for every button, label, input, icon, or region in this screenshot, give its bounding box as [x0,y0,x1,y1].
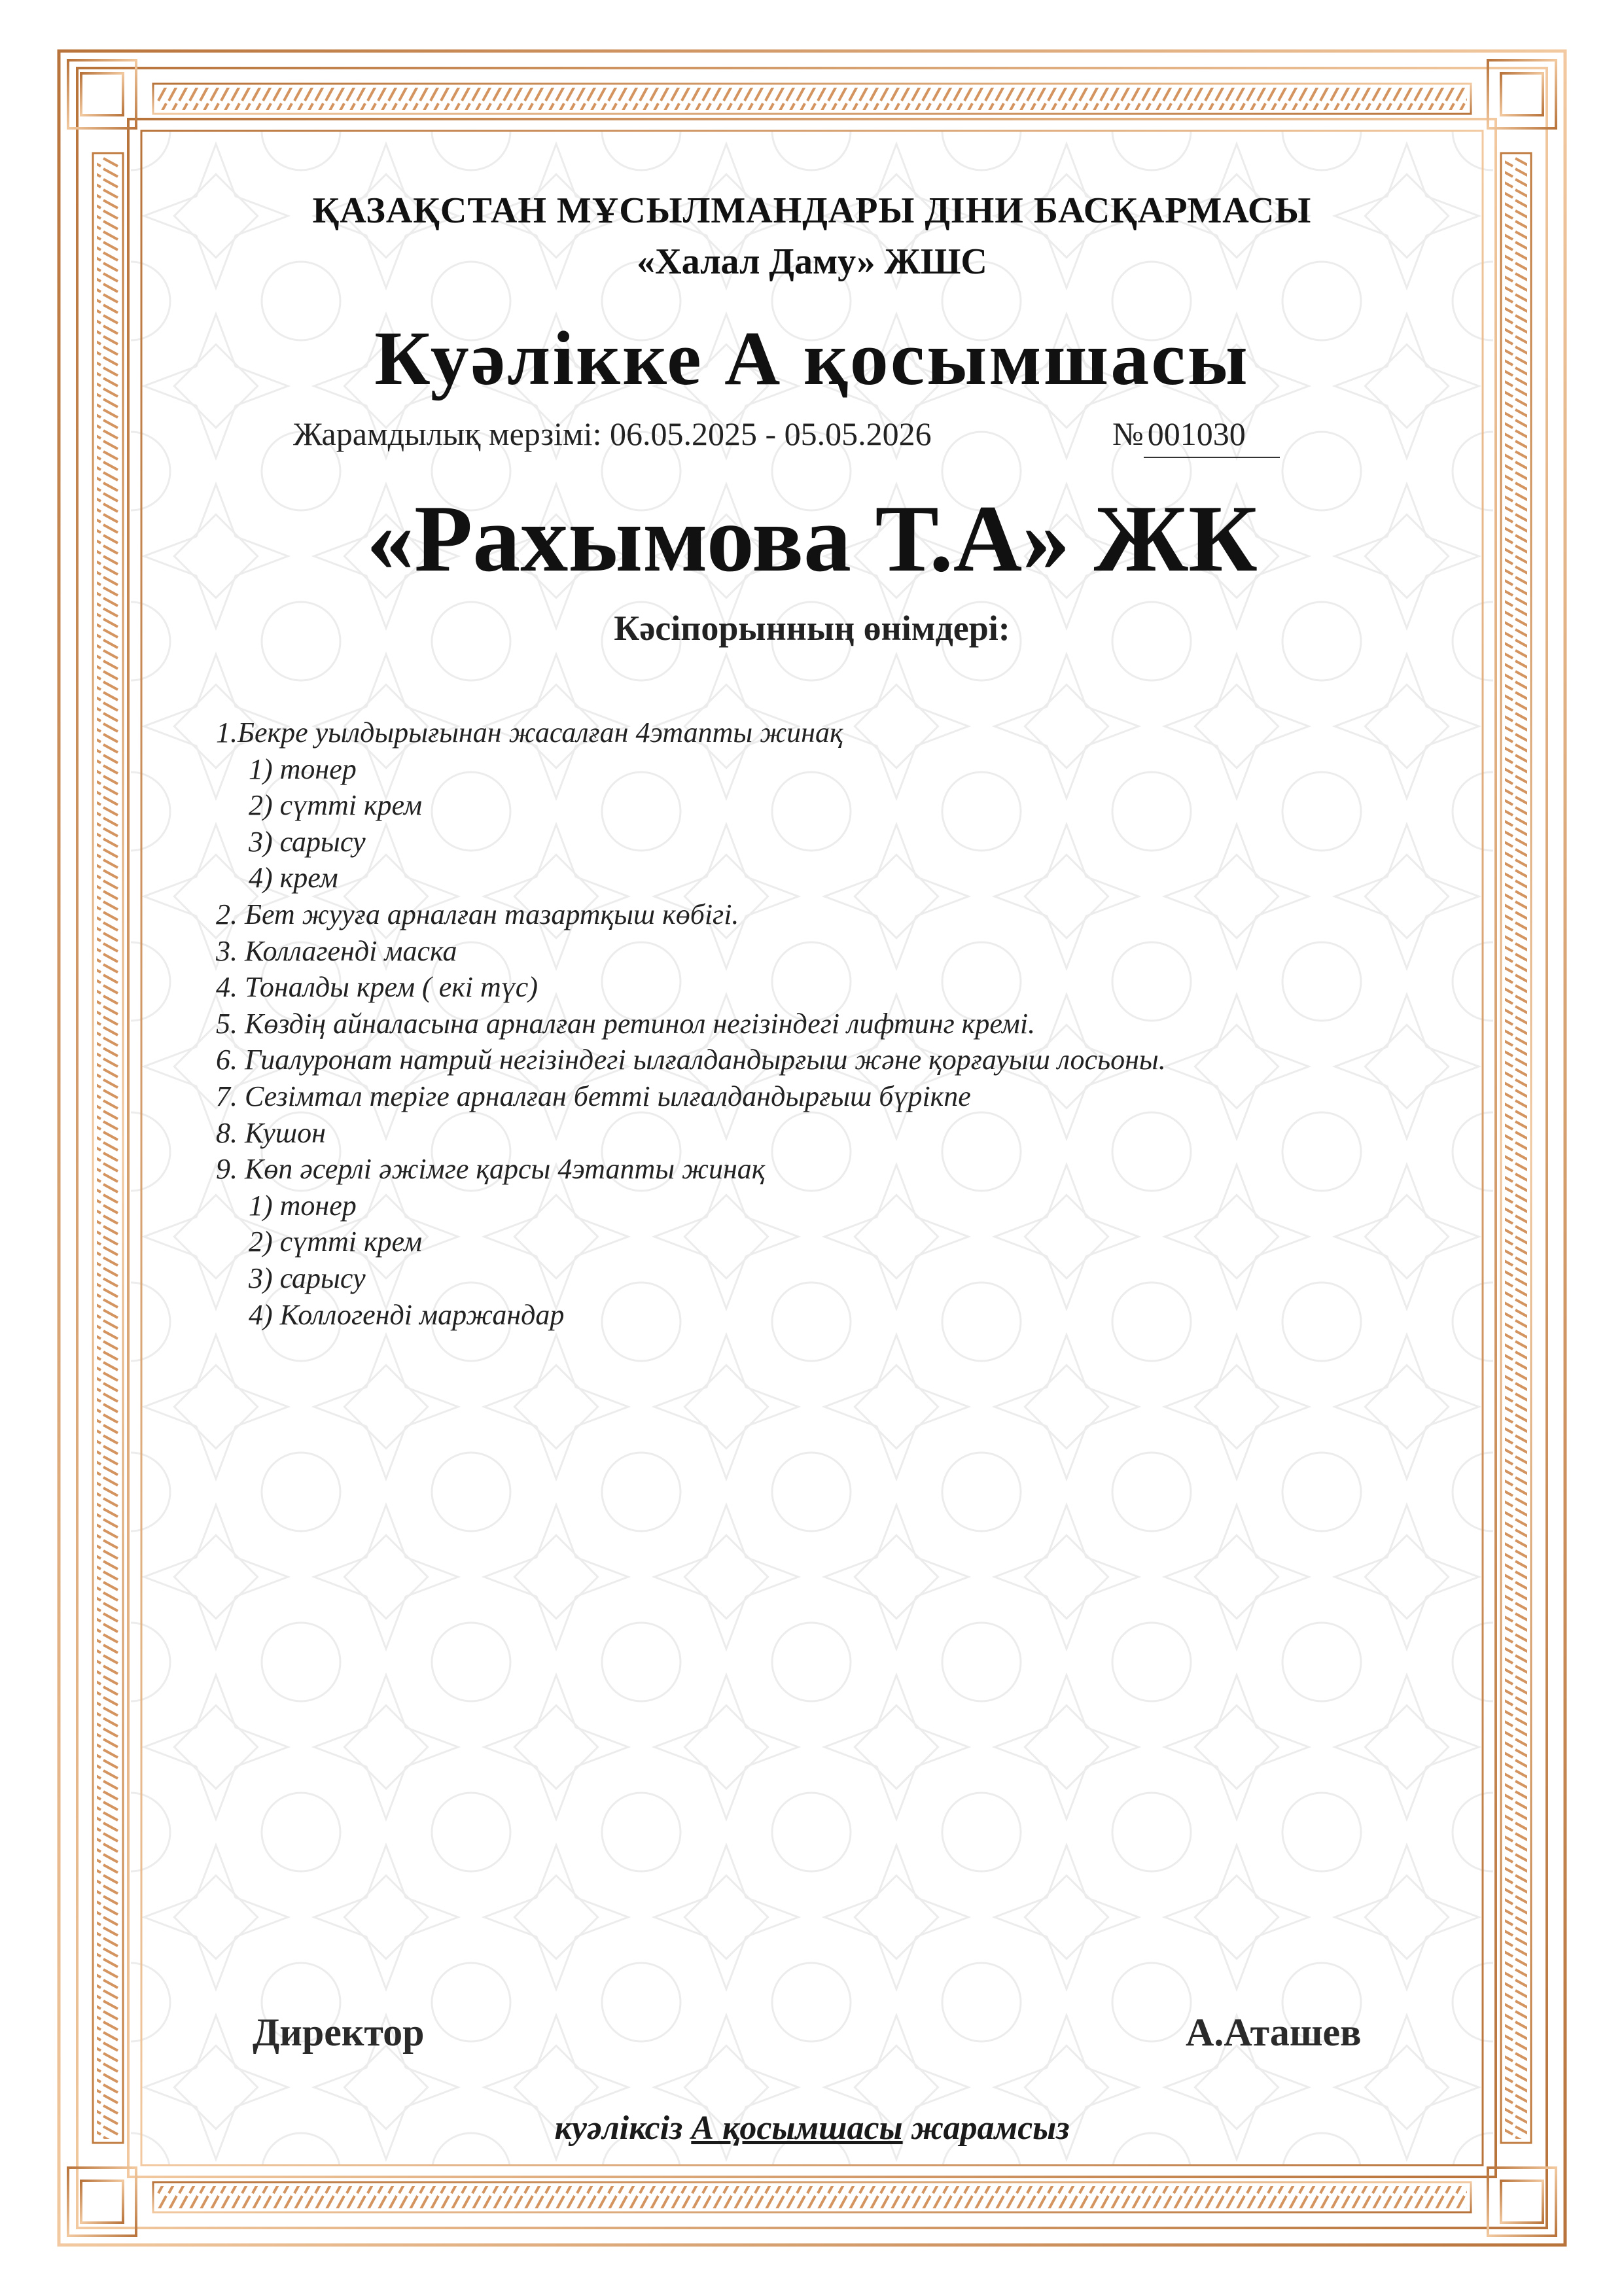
list-item: 3) сарысу [249,1262,366,1294]
validity-label: Жарамдылық мерзімі: [293,415,602,452]
validity-period [293,411,932,457]
director-title: Директор [253,2011,425,2054]
validity-note [0,2106,1624,2151]
validity-dates: 06.05.2025 - 05.05.2026 [609,415,932,452]
list-item: 7. Сезімтал теріге арналған бетті ылғалдандырғыш бүрікпе [216,1080,971,1112]
note-part-2: А қосымшасы [691,2110,903,2147]
document-title: Куәлікке А қосымшасы [374,315,1250,401]
list-item: 3. Коллагенді маска [216,934,457,967]
organization-name: ҚАЗАҚСТАН МҰСЫЛМАНДАРЫ ДІНИ БАСҚАРМАСЫ [312,190,1312,231]
company-name: «Рахымова Т.А» ЖК [366,486,1258,592]
products-heading: Кәсіпорынның өнімдері: [614,609,1010,648]
list-item: 4) Коллогенді маржандар [249,1298,565,1331]
number-sign: № [1112,415,1144,452]
list-item: 4. Тоналды крем ( екі түс) [216,971,538,1004]
list-item: 8. Кушон [216,1116,326,1149]
product-list [216,715,1166,1333]
certificate-number [1112,411,1280,458]
list-item: 5. Көздің айналасына арналған ретинол негізіндегі лифтинг кремі. [216,1007,1036,1040]
issuer-llc: «Халал Даму» ЖШС [637,241,987,282]
note-part-3: жарамсыз [911,2110,1070,2147]
list-item: 1) тонер [249,752,357,785]
list-item: 2) сүтті крем [249,1226,423,1258]
list-item: 9. Көп әсерлі әжімге қарсы 4этапты жинақ [216,1153,766,1186]
list-item: 2. Бет жууға арналған тазартқыш көбігі. [216,898,739,930]
list-item: 1) тонер [249,1189,357,1222]
list-item: 3) сарысу [249,825,366,858]
director-name: А.Аташев [1186,2011,1362,2054]
list-item: 2) сүтті крем [249,789,423,822]
list-item: 1.Бекре уылдырығынан жасалған 4этапты жинақ [216,716,843,749]
list-item: 4) крем [249,862,338,894]
note-part-1: куәліксіз [554,2110,683,2147]
list-item: 6. Гиалуронат натрий негізіндегі ылғалдандырғыш және қорғауыш лосьоны. [216,1044,1166,1076]
number-value: 001030 [1144,411,1280,458]
